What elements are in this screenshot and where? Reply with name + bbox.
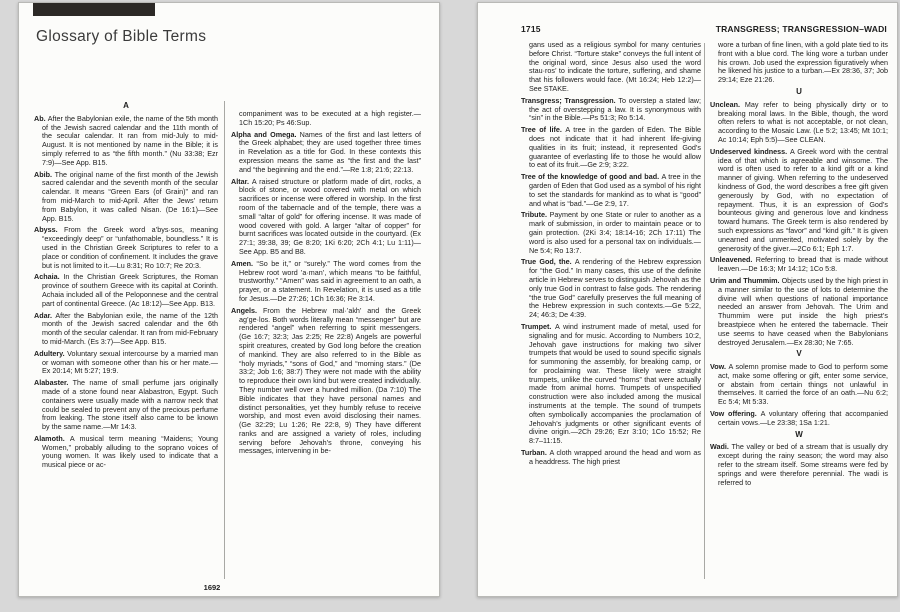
page-title: Glossary of Bible Terms — [36, 28, 207, 45]
entry-term: Tribute. — [521, 210, 550, 220]
entry-term: Unclean. — [710, 99, 745, 109]
glossary-entry: Transgress; Transgression. To overstep a stated law; the act of overstepping a law. It is synonymous with “sin” in the Bible.—Ps 51:3; Ro 5:14. — [521, 95, 701, 123]
entry-term: Alpha and Omega. — [231, 129, 300, 139]
glossary-entry: Turban. A cloth wrapped around the head and worn as a headdress. The high priest — [521, 448, 701, 466]
entry-term: Vow. — [710, 362, 729, 372]
entry-term: Trumpet. — [521, 321, 556, 331]
glossary-entry: Tribute. Payment by one State or ruler to another as a mark of submission, in order to maintain peace or to gain protection. (2Ki 3:4; 18:14-16; 2Ch 17:11) The word is also used for a personal tax on individuals.—Ne 5:4; Ro 13:7. — [521, 210, 701, 255]
left-page — [18, 2, 440, 597]
entry-term: Urim and Thummim. — [710, 275, 782, 285]
glossary-entry: Tree of the knowledge of good and bad. A tree in the garden of Eden that God used as a symbol of his right to set the standards for mankind as to what is “good” and what is “bad.”—Ge 2:9, 17. — [521, 172, 701, 208]
page-number: 1692 — [203, 583, 221, 592]
entry-term: Vow offering. — [710, 409, 761, 419]
entry-term: True God, the. — [521, 257, 575, 267]
glossary-entry: Trumpet. A wind instrument made of metal, used for signaling and for music. According to Numbers 10:2, Jehovah gave instructions for making two silver trumpets that would be used to sound specific signals for summoning the assembly, for breaking camp, or for proclaiming war. These likely were straight trumpets, unlike the curved “horns” that were actually made from animal horns. Trumpets of unspecified construction were also included among the musical instruments at the temple. The sound of trumpets often symbolically accompanies the proclamation of Jehovah’s judgments or other significant events of divine origin.—2Ch 29:26; Ezr 3:10; 1Co 15:52; Re 8:7–11:15. — [521, 321, 701, 446]
right-page-column-1 — [521, 41, 701, 581]
entry-term: Alamoth. — [34, 433, 70, 443]
entry-term: Turban. — [521, 448, 550, 458]
entry-term: Abib. — [34, 169, 55, 179]
glossary-entry: Alpha and Omega. Names of the first and last letters of the Greek alphabet; they are used together three times in Revelation as a title for God. In these contexts this expression means the same as “the first and the last” and “the beginning and the end.”—Re 1:8; 21:6; 22:13. — [231, 129, 421, 174]
entry-term: Angels. — [231, 305, 264, 315]
entry-continuation: gans used as a religious symbol for many centuries before Christ. “Torture stake” conveys the full intent of the original word, since Jesus also used the word stau·ros’ to indicate the torture, suffering, and shame that his followers would face. (Mt 16:24; Heb 12:2)—See STAKE. — [529, 41, 701, 93]
entry-continuation: wore a turban of fine linen, with a gold plate tied to its front with a blue cord. The king wore a turban under his crown. Job used the expression figuratively when he likened his justice to a turban.—Ex 28:36, 37; Job 29:14; Eze 21:26. — [718, 41, 888, 85]
glossary-entry: Abib. The original name of the first month of the Jewish sacred calendar and the seventh month of the secular calendar. It means “Green Ears (of Grain)” and ran from mid-March to mid-April. After the Jews’ return from Babylon, it was called Nisan. (De 16:1)—See App. B15. — [34, 169, 218, 223]
column-divider — [224, 101, 225, 579]
page-number: 1715 — [521, 24, 541, 34]
entry-term: Adar. — [34, 310, 56, 320]
glossary-entry: Abyss. From the Greek word a’bys·sos, meaning “exceedingly deep” or “unfathomable, boundless.” It is used in the Christian Greek Scriptures to refer to a place or condition of confinement. It includes the grave but is not limited to it.—Lu 8:31; Ro 10:7; Re 20:3. — [34, 225, 218, 270]
left-page-column-1 — [34, 99, 218, 581]
left-page-column-2 — [231, 110, 421, 581]
entry-term: Tree of the knowledge of good and bad. — [521, 172, 662, 182]
glossary-entry: Vow. A solemn promise made to God to perform some act, make some offering or gift, enter some service, or abstain from certain things not unlawful in themselves. It carried the force of an oath.—Nu 6:2; Ec 5:4; Mt 5:33. — [710, 362, 888, 407]
glossary-entry: Ab. After the Babylonian exile, the name of the 5th month of the Jewish sacred calendar and the 11th month of the secular calendar. It ran from mid-July to mid-August. It is not mentioned by name in the Bible; it is simply referred to as “the fifth month.” (Nu 33:38; Ezr 7:9)—See App. B15. — [34, 113, 218, 167]
section-letter-heading: U — [796, 86, 802, 96]
glossary-entry: Undeserved kindness. A Greek word with the central idea of that which is agreeable and winsome. The word is often used to refer to a kind gift or a kind manner of giving. When referring to the undeserved kindness of God, the word describes a free gift given generously by God, with no expectation of repayment. Thus, it is an expression of God’s bounteous giving and generous love and kindness toward humans. The Greek term is also rendered by such expressions as “favor” and “kind gift.” It is given unearned and unmerited, motivated solely by the generosity of the giver.—2Co 6:1; Eph 1:7. — [710, 146, 888, 253]
entry-term: Adultery. — [34, 348, 68, 358]
glossary-entry: Unleavened. Referring to bread that is made without leaven.—De 16:3; Mr 14:12; 1Co 5:8. — [710, 255, 888, 274]
glossary-entry: Angels. From the Hebrew mal·’akh’ and the Greek ag’ge·los. Both words literally mean “messenger” but are rendered “angel” when referring to spirit messengers. (Ge 16:7; 32:3; Jas 2:25; Re 22:8) Angels are powerful spirit creatures, created by God long before the creation of mankind. They are also referred to in the Bible as “holy myriads,” “sons of God,” and “morning stars.” (De 33:2; Job 1:6; 38:7) They were not made with the ability to reproduce their own kind but were created individually. They number well over a hundred million. (Da 7:10) The Bible indicates that they have personal names and distinct personalities, yet they humbly refuse to receive worship, and most even avoid disclosing their names. (Ge 32:29; Lu 1:26; Re 22:8, 9) They have different ranks and are assigned a variety of roles, including serving before Jehovah’s throne, conveying his messages, intervening in be- — [231, 305, 421, 456]
entry-term: Amen. — [231, 258, 257, 268]
right-page-column-2 — [710, 41, 888, 581]
entry-term: Tree of life. — [521, 125, 566, 135]
glossary-entry: Unclean. May refer to being physically dirty or to breaking moral laws. In the Bible, though, the word often refers to what is not acceptable, or not clean, according to the Mosaic Law. (Le 5:2; 13:45; Mt 10:1; Ac 10:14; Eph 5:5)—See CLEAN. — [710, 99, 888, 144]
glossary-entry: Wadi. The valley or bed of a stream that is usually dry except during the rainy season; the word may also refer to the stream itself. Some streams were fed by springs and were therefore perennial. The wadi is referred to — [710, 442, 888, 487]
section-letter-heading: V — [796, 349, 802, 359]
chapter-tab-marker — [33, 3, 155, 16]
glossary-entry: Tree of life. A tree in the garden of Eden. The Bible does not indicate that it had inherent life-giving qualities in its fruit; instead, it represented God’s guarantee of everlasting life to those he would allow to eat of its fruit.—Ge 2:9; 3:22. — [521, 125, 701, 170]
glossary-entry: Alamoth. A musical term meaning “Maidens; Young Women,” probably alluding to the soprano voices of young women. It was likely used to indicate that a musical piece or ac- — [34, 433, 218, 470]
section-letter-heading: W — [795, 429, 803, 439]
glossary-entry: Altar. A raised structure or platform made of dirt, rocks, a block of stone, or wood covered with metal on which sacrifices or incense were offered in worship. In the first room of the tabernacle and of the temple, there was a small “altar of gold” for offering incense. It was made of wood covered with gold. A larger “altar of copper” for burnt sacrifices was located outside in the courtyard. (Ex 27:1; 39:38, 39; Ge 8:20; 1Ki 6:20; 2Ch 4:1; Lu 1:11)—See App. B5 and B8. — [231, 176, 421, 256]
entry-term: Alabaster. — [34, 378, 73, 388]
running-head-title: TRANSGRESS; TRANSGRESSION–WADI — [715, 24, 887, 34]
column-divider — [704, 43, 705, 579]
entry-term: Achaia. — [34, 272, 64, 282]
entry-term: Ab. — [34, 113, 48, 123]
entry-term: Unleavened. — [710, 255, 756, 265]
glossary-entry: Urim and Thummim. Objects used by the high priest in a manner similar to the use of lots to determine the divine will when questions of national importance needed an answer from Jehovah. The Urim and Thummim were put inside the high priest’s breastpiece when he entered the tabernacle. Their use seems to have ceased when the Babylonians destroyed Jerusalem.—Ex 28:30; Ne 7:65. — [710, 275, 888, 347]
entry-term: Abyss. — [34, 225, 64, 235]
entry-term: Altar. — [231, 176, 252, 186]
glossary-entry: Adultery. Voluntary sexual intercourse by a married man or woman with someone other than his or her mate.—Ex 20:14; Mt 5:27; 19:9. — [34, 348, 218, 376]
glossary-entry: Vow offering. A voluntary offering that accompanied certain vows.—Le 23:38; 1Sa 1:21. — [710, 409, 888, 427]
glossary-entry: True God, the. A rendering of the Hebrew expression for “the God.” In many cases, this use of the definite article in Hebrew serves to distinguish Jehovah as the only true God in contrast to false gods. The rendering “the true God” carefully preserves the full meaning of the Hebrew expression in such contexts.—Ge 5:22, 24; 46:3; De 4:39. — [521, 257, 701, 320]
glossary-entry: Adar. After the Babylonian exile, the name of the 12th month of the Jewish sacred calendar and the 6th month of the secular calendar. It ran from mid-February to mid-March. (Es 3:7)—See App. B15. — [34, 310, 218, 346]
glossary-entry: Amen. “So be it,” or “surely.” The word comes from the Hebrew root word ’a·man’, which means “to be faithful, trustworthy.” “Amen” was said in agreement to an oath, a prayer, or a statement. In Revelation, it is used as a title for Jesus.—De 27:26; 1Ch 16:36; Re 3:14. — [231, 258, 421, 303]
section-letter-heading: A — [123, 101, 129, 110]
entry-continuation: companiment was to be executed at a high register.—1Ch 15:20; Ps 46:Sup. — [239, 110, 421, 127]
entry-term: Transgress; Transgression. — [521, 95, 619, 105]
right-page — [477, 2, 898, 597]
glossary-entry: Achaia. In the Christian Greek Scriptures, the Roman province of southern Greece with its capital at Corinth. Achaia included all of the Peloponnese and the central part of continental Greece. (Ac 18:12)—See App. B13. — [34, 272, 218, 308]
entry-term: Wadi. — [710, 442, 732, 452]
running-header — [521, 24, 887, 34]
glossary-entry: Alabaster. The name of small perfume jars originally made of a stone found near Alabastron, Egypt. Such containers were usually made with a narrow neck that could be sealed to prevent any of the precious perfume from leaking. The stone itself also came to be known by the same name.—Mr 14:3. — [34, 378, 218, 432]
entry-term: Undeserved kindness. — [710, 146, 790, 156]
